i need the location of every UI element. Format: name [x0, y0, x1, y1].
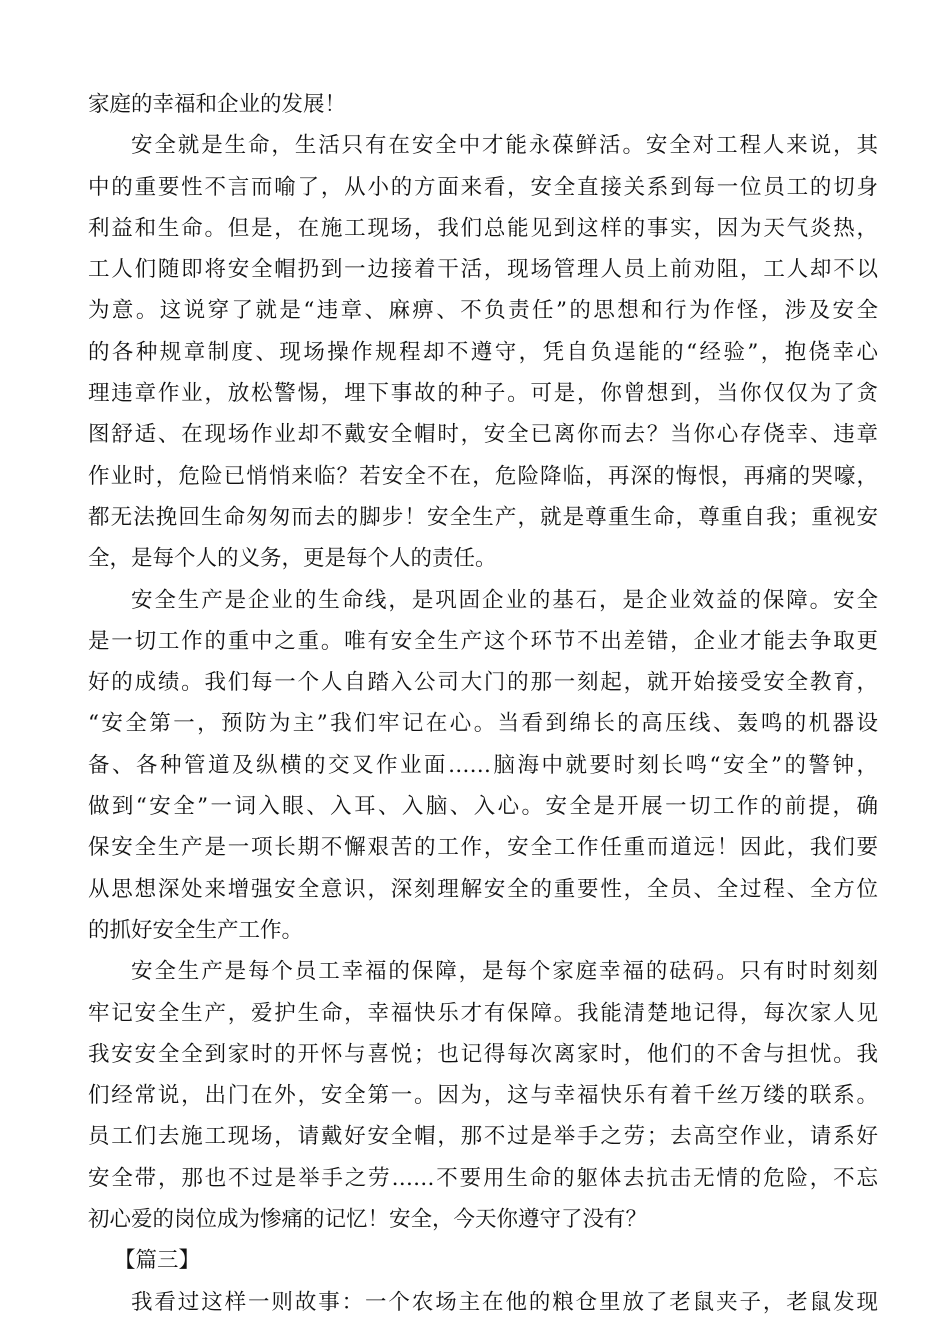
text-line: 牢记安全生产，爱护生命，幸福快乐才有保障。我能清楚地记得，每次家人见: [88, 1000, 878, 1026]
paragraph-safety-lifeline: [88, 580, 878, 952]
text-line: 的各种规章制度、现场操作规程却不遵守，凭自负逞能的“经验”，抱侥幸心: [88, 339, 878, 365]
text-line: 们经常说，出门在外，安全第一。因为，这与幸福快乐有着千丝万缕的联系。: [88, 1083, 878, 1109]
text-line: 安全生产是企业的生命线，是巩固企业的基石，是企业效益的保障。安全: [131, 587, 878, 613]
text-line: 安全带，那也不过是举手之劳……不要用生命的躯体去抗击无情的危险，不忘: [88, 1165, 878, 1191]
text-line: “安全第一，预防为主”我们牢记在心。当看到绵长的高压线、轰鸣的机器设: [88, 711, 878, 737]
section-heading: [88, 1240, 878, 1281]
text-line: 好的成绩。我们每一个人自踏入公司大门的那一刻起，就开始接受安全教育，: [88, 670, 878, 696]
text-line: 利益和生命。但是，在施工现场，我们总能见到这样的事实，因为天气炎热，: [88, 215, 878, 241]
paragraph-safety-is-life: [88, 125, 878, 579]
text-line: 全，是每个人的义务，更是每个人的责任。: [88, 546, 497, 572]
text-line: 安全生产是每个员工幸福的保障，是每个家庭幸福的砝码。只有时时刻刻: [131, 959, 878, 985]
text-line: 备、各种管道及纵横的交叉作业面……脑海中就要时刻长鸣“安全”的警钟，: [88, 752, 878, 778]
text-line: 作业时，危险已悄悄来临？若安全不在，危险降临，再深的悔恨，再痛的哭嚎，: [88, 463, 878, 489]
paragraph-safety-happiness: [88, 951, 878, 1240]
paragraph-continuation: [88, 84, 878, 125]
text-line: 是一切工作的重中之重。唯有安全生产这个环节不出差错，企业才能去争取更: [88, 628, 878, 654]
text-line: 为意。这说穿了就是“违章、麻痹、不负责任”的思想和行为作怪，涉及安全: [88, 298, 878, 324]
paragraph-farm-story: [88, 1282, 878, 1323]
text-line: 中的重要性不言而喻了，从小的方面来看，安全直接关系到每一位员工的切身: [88, 174, 878, 200]
text-line: 的抓好安全生产工作。: [88, 917, 304, 943]
text-line: 保安全生产是一项长期不懈艰苦的工作，安全工作任重而道远！因此，我们要: [88, 835, 878, 861]
text-line: 理违章作业，放松警惕，埋下事故的种子。可是，你曾想到，当你仅仅为了贪: [88, 381, 878, 407]
text-line: 图舒适、在现场作业却不戴安全帽时，安全已离你而去？当你心存侥幸、违章: [88, 422, 878, 448]
section-title: 【篇三】: [114, 1248, 201, 1274]
text-line: 我安安全全到家时的开怀与喜悦；也记得每次离家时，他们的不舍与担忧。我: [88, 1041, 878, 1067]
text-line: 安全就是生命，生活只有在安全中才能永葆鲜活。安全对工程人来说，其: [131, 133, 878, 159]
text-line: 初心爱的岗位成为惨痛的记忆！安全，今天你遵守了没有？: [88, 1207, 648, 1233]
text-line: 工人们随即将安全帽扔到一边接着干活，现场管理人员上前劝阻，工人却不以: [88, 257, 878, 283]
text-line: 都无法挽回生命匆匆而去的脚步！安全生产，就是尊重生命，尊重自我；重视安: [88, 504, 878, 530]
text-line: 从思想深处来增强安全意识，深刻理解安全的重要性，全员、全过程、全方位: [88, 876, 878, 902]
document-body: [88, 84, 878, 1323]
text-line: 员工们去施工现场，请戴好安全帽，那不过是举手之劳；去高空作业，请系好: [88, 1124, 878, 1150]
text-line: 我看过这样一则故事：一个农场主在他的粮仓里放了老鼠夹子，老鼠发现: [131, 1289, 878, 1315]
text-line: 家庭的幸福和企业的发展！: [88, 92, 347, 117]
text-line: 做到“安全”一词入眼、入耳、入脑、入心。安全是开展一切工作的前提，确: [88, 794, 878, 820]
